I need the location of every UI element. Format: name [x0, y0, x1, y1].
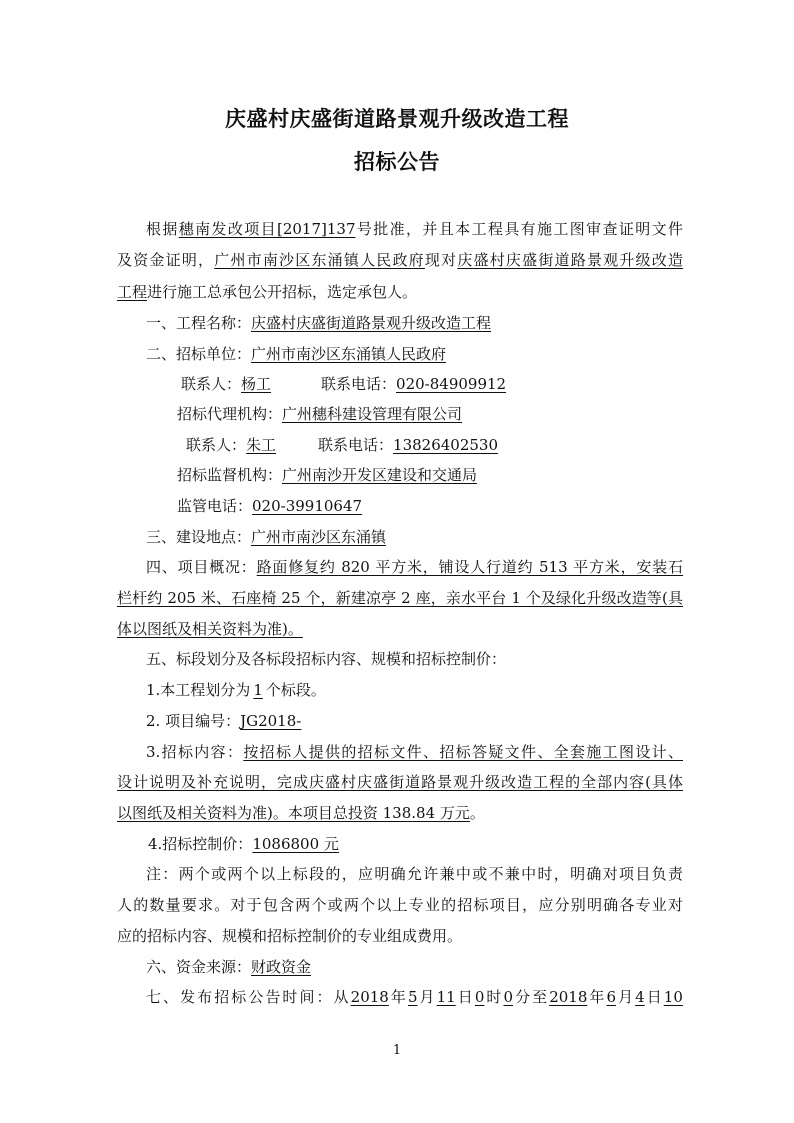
lots-item-2 — [146, 711, 712, 731]
note-text: 应的招标内容、规模和招标控制价的专业组成费用。 — [117, 927, 463, 945]
phone-label: 联系电话： — [318, 436, 394, 454]
overview-text: 体以图纸及相关资料为准)。 — [117, 620, 303, 638]
section-location — [146, 527, 712, 547]
item-text: 个标段。 — [265, 681, 326, 699]
date-unit: 分至 — [513, 988, 550, 1006]
date-unit: 年 — [587, 988, 607, 1006]
note-line-3 — [117, 926, 683, 946]
supervisor-label: 招标监督机构： — [177, 466, 283, 484]
contact-label: 联系人： — [181, 375, 242, 393]
section-publish-time — [146, 987, 683, 1007]
supervisor-name: 广州南沙开发区建设和交通局 — [282, 466, 478, 484]
intro-text: 进行施工总承包公开招标，选定承包人。 — [147, 283, 418, 301]
section-value: 庆盛村庆盛街道路景观升级改造工程 — [251, 314, 492, 332]
lots-item-3-line-2 — [117, 772, 683, 792]
section-value: 广州市南沙区东涌镇 — [251, 528, 387, 546]
section-label: 一、工程名称： — [146, 314, 252, 332]
note-text: 人的数量要求。对于包含两个或两个以上专业的招标项目，应分别明确各专业对 — [117, 896, 683, 914]
page-number: 1 — [392, 1043, 402, 1058]
phone-label: 联系电话： — [321, 375, 397, 393]
date-unit: 月 — [417, 988, 437, 1006]
lots-item-4 — [148, 834, 714, 854]
section-label: 三、建设地点： — [146, 528, 252, 546]
note-line-1 — [146, 864, 683, 884]
approval-number: 穗南发改项目[2017]137 — [178, 220, 356, 238]
lots-item-1 — [146, 680, 712, 700]
phone-number: 020-84909912 — [396, 375, 507, 393]
section-overview-line-1 — [146, 557, 683, 577]
item-text: 3.招标内容： — [146, 743, 244, 761]
intro-text: 根据 — [146, 220, 179, 238]
section-overview-line-3 — [117, 619, 683, 639]
contact-label: 联系人： — [186, 436, 247, 454]
agency-line — [177, 404, 743, 424]
date-unit: 日 — [644, 988, 664, 1006]
scope-text: 按招标人提供的招标文件、招标答疑文件、全套施工图设计、 — [243, 743, 684, 761]
document-subtitle: 招标公告 — [354, 149, 440, 174]
start-minute: 0 — [503, 988, 514, 1006]
contact-name: 杨工 — [241, 375, 272, 393]
lots-item-3-line-1 — [146, 742, 683, 762]
project-code: JG2018- — [240, 712, 302, 730]
end-day: 4 — [635, 988, 645, 1006]
project-name: 工程 — [117, 283, 148, 301]
section-overview-line-2 — [117, 588, 683, 608]
date-unit: 月 — [616, 988, 636, 1006]
section-lots-heading — [146, 649, 712, 669]
overview-text: 栏杆约 205 米、石座椅 25 个，新建凉亭 2 座，亲水平台 1 个及绿化升级改造等(具 — [117, 589, 683, 607]
control-price: 1086800 元 — [252, 835, 339, 853]
section-label: 六、资金来源： — [146, 958, 252, 976]
end-hour: 10 — [663, 988, 683, 1006]
section-funding — [146, 957, 712, 977]
item-text: 。 — [469, 804, 485, 822]
date-unit: 年 — [388, 988, 408, 1006]
intro-line-2 — [117, 250, 683, 270]
start-year: 2018 — [350, 988, 389, 1006]
overview-text: 路面修复约 820 平方米，铺设人行道约 513 平方米，安装石 — [256, 558, 683, 576]
document-title: 庆盛村庆盛街道路景观升级改造工程 — [225, 106, 569, 131]
intro-text: 现对 — [424, 251, 458, 269]
start-hour: 0 — [474, 988, 485, 1006]
section-label: 四、项目概况： — [146, 558, 257, 576]
section-value: 财政资金 — [251, 958, 312, 976]
note-text: 注：两个或两个以上标段的，应明确允许兼中或不兼中时，明确对项目负责 — [146, 865, 683, 883]
tenderer-contact-line — [181, 374, 747, 394]
item-text: 2. 项目编号： — [146, 712, 241, 730]
section-label: 七、发布招标公告时间：从 — [146, 988, 351, 1006]
section-label: 二、招标单位： — [146, 345, 252, 363]
phone-number: 020-39910647 — [252, 497, 363, 515]
section-value: 广州市南沙区东涌镇人民政府 — [251, 345, 447, 363]
start-month: 5 — [407, 988, 418, 1006]
supervisor-phone-line — [177, 496, 743, 516]
agency-contact-line — [186, 435, 752, 455]
lot-count: 1 — [253, 681, 263, 699]
intro-text: 及资金证明， — [117, 251, 215, 269]
project-name: 庆盛村庆盛街道路景观升级改造 — [457, 251, 683, 269]
supervisor-line — [177, 465, 743, 485]
agency-label: 招标代理机构： — [177, 405, 283, 423]
start-day: 11 — [436, 988, 456, 1006]
lots-item-3-line-3 — [117, 803, 683, 823]
intro-line-3 — [117, 282, 683, 302]
end-year: 2018 — [549, 988, 588, 1006]
agency-name: 广州穗科建设管理有限公司 — [282, 405, 463, 423]
intro-line-1 — [146, 219, 683, 239]
intro-text: 号批准，并且本工程具有施工图审查证明文件 — [355, 220, 683, 238]
section-tenderer — [146, 344, 712, 364]
date-unit: 日 — [455, 988, 475, 1006]
scope-text: 以图纸及相关资料为准)。本项目总投资 138.84 万元 — [117, 804, 470, 822]
phone-label: 监管电话： — [177, 497, 253, 515]
section-project-name — [146, 313, 712, 333]
section-label: 五、标段划分及各标段招标内容、规模和招标控制价： — [146, 650, 507, 668]
tenderer-name: 广州市南沙区东涌镇人民政府 — [214, 251, 425, 269]
item-text: 1.本工程划分为 — [146, 681, 251, 699]
date-unit: 时 — [484, 988, 504, 1006]
phone-number: 13826402530 — [393, 436, 499, 454]
note-line-2 — [117, 895, 683, 915]
contact-name: 朱工 — [246, 436, 277, 454]
scope-text: 设计说明及补充说明，完成庆盛村庆盛街道路景观升级改造工程的全部内容(具体 — [117, 773, 683, 791]
end-month: 6 — [606, 988, 617, 1006]
item-text: 4.招标控制价： — [148, 835, 253, 853]
